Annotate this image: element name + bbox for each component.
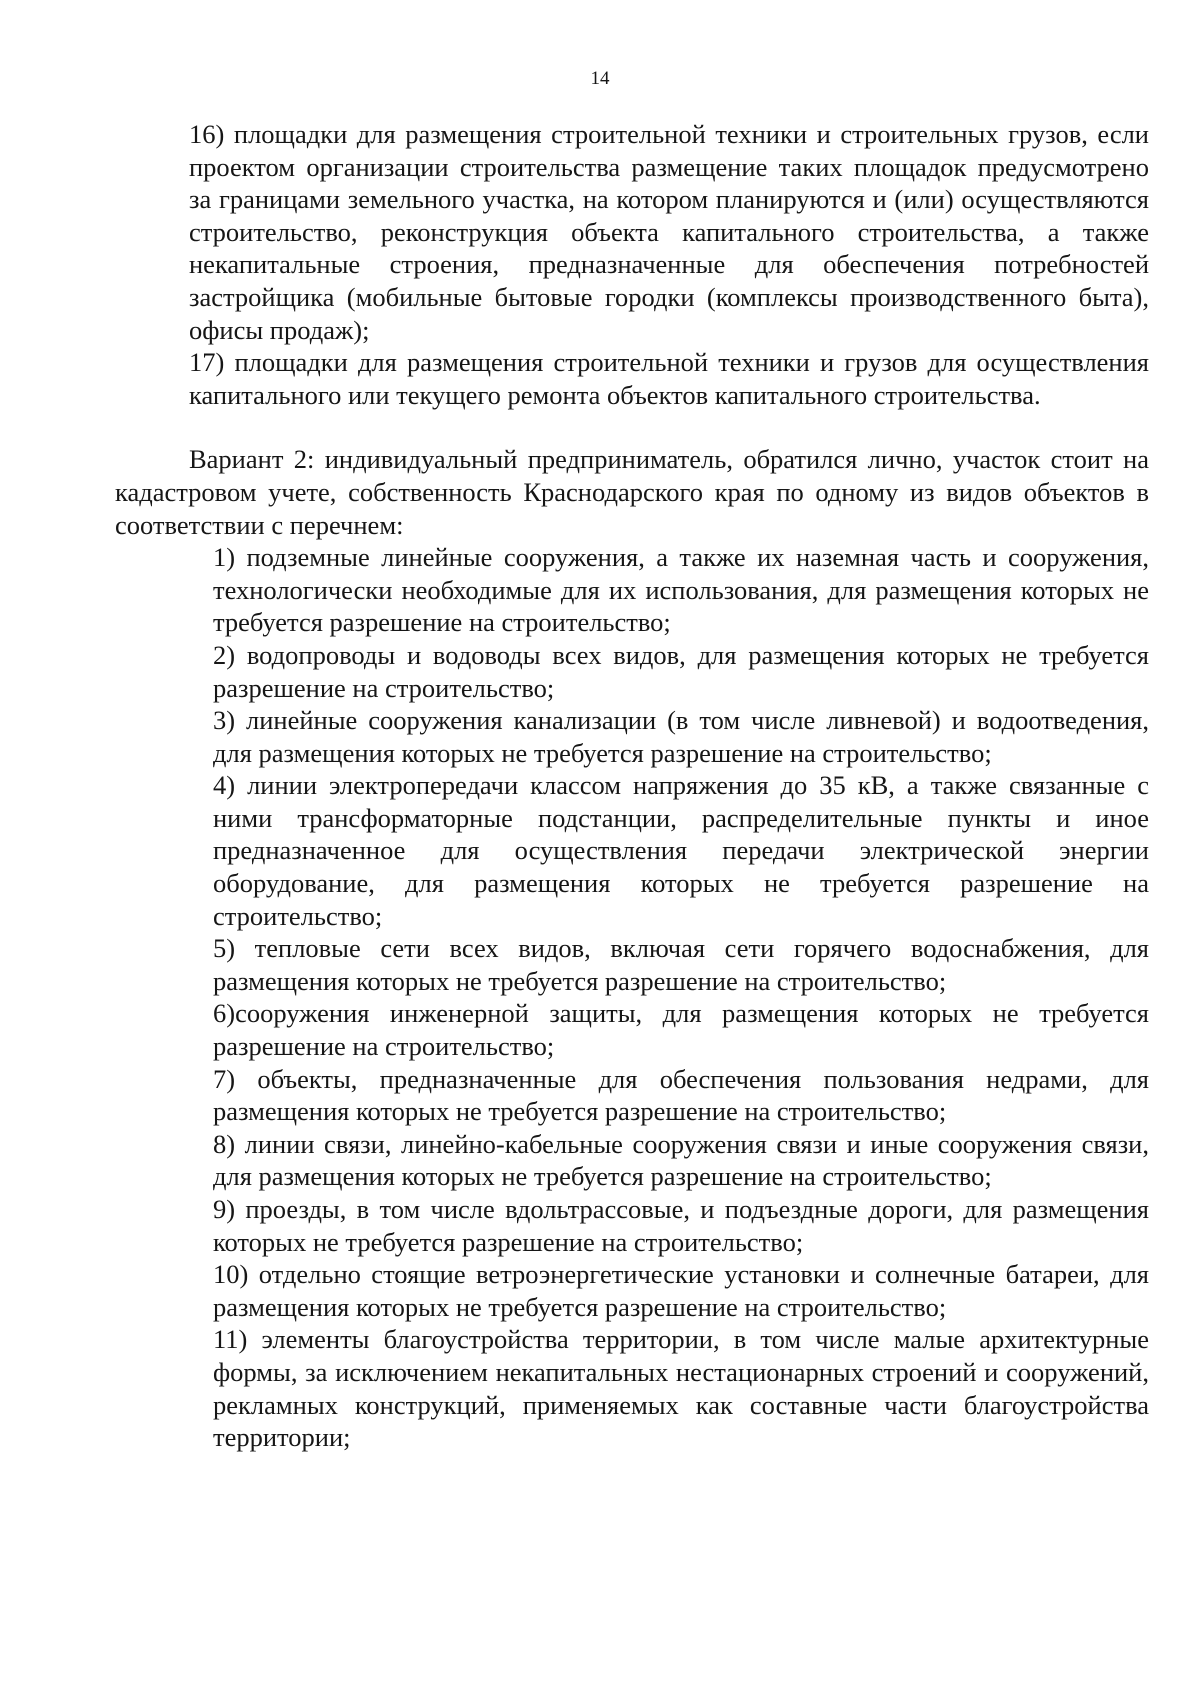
list-item: 2) водопроводы и водоводы всех видов, для размещения которых не требуется разрешение на строительство; bbox=[213, 639, 1149, 703]
variant-intro: Вариант 2: индивидуальный предприниматель, обратился лично, участок стоит на кадастровом учете, собственность Краснодарского края по одному из видов объектов в соответствии с перечнем: bbox=[115, 444, 1149, 540]
list-item: 6)сооружения инженерной защиты, для размещения которых не требуется разрешение на строительство; bbox=[213, 998, 1149, 1062]
list-item: 5) тепловые сети всех видов, включая сети горячего водоснабжения, для размещения которых не требуется разрешение на строительство; bbox=[213, 933, 1149, 996]
list-item: 1) подземные линейные сооружения, а также их наземная часть и сооружения, технологически необходимые для их использования, для размещения которых не требуется разрешение на строительство; bbox=[213, 542, 1149, 638]
document-body bbox=[0, 118, 1200, 1454]
list-item: 4) линии электропередачи классом напряжения до 35 кВ, а также связанные с ними трансформаторные подстанции, распределительные пункты и иное предназначенное для осуществления передачи электрической энергии оборудование, для размещения которых не требуется разрешение на строительство; bbox=[213, 770, 1149, 931]
list-item: 11) элементы благоустройства территории, в том числе малые архитектурные формы, за исключением некапитальных нестационарных строений и сооружений, рекламных конструкций, применяемых как составные части благоустройства территории; bbox=[213, 1324, 1149, 1453]
list-item: 3) линейные сооружения канализации (в том числе ливневой) и водоотведения, для размещения которых не требуется разрешение на строительство; bbox=[213, 705, 1149, 768]
page-number: 14 bbox=[590, 68, 610, 89]
list-item: 7) объекты, предназначенные для обеспечения пользования недрами, для размещения которых не требуется разрешение на строительство; bbox=[213, 1063, 1149, 1127]
list-item: 9) проезды, в том числе вдольтрассовые, и подъездные дороги, для размещения которых не требуется разрешение на строительство; bbox=[213, 1194, 1149, 1257]
list-item: 16) площадки для размещения строительной техники и строительных грузов, если проектом организации строительства размещение таких площадок предусмотрено за границами земельного участка, на котором планируются и (или) осуществляются строительство, реконструкция объекта капитального строительства, а также некапитальные строения, предназначенные для обеспечения потребностей застройщика (мобильные бытовые городки (комплексы производственного быта), офисы продаж); bbox=[189, 119, 1149, 345]
list-item: 8) линии связи, линейно-кабельные сооружения связи и иные сооружения связи, для размещения которых не требуется разрешение на строительство; bbox=[213, 1128, 1149, 1192]
list-item: 10) отдельно стоящие ветроэнергетические установки и солнечные батареи, для размещения которых не требуется разрешение на строительство; bbox=[213, 1259, 1149, 1322]
list-item: 17) площадки для размещения строительной техники и грузов для осуществления капитального или текущего ремонта объектов капитального строительства. bbox=[189, 347, 1149, 410]
